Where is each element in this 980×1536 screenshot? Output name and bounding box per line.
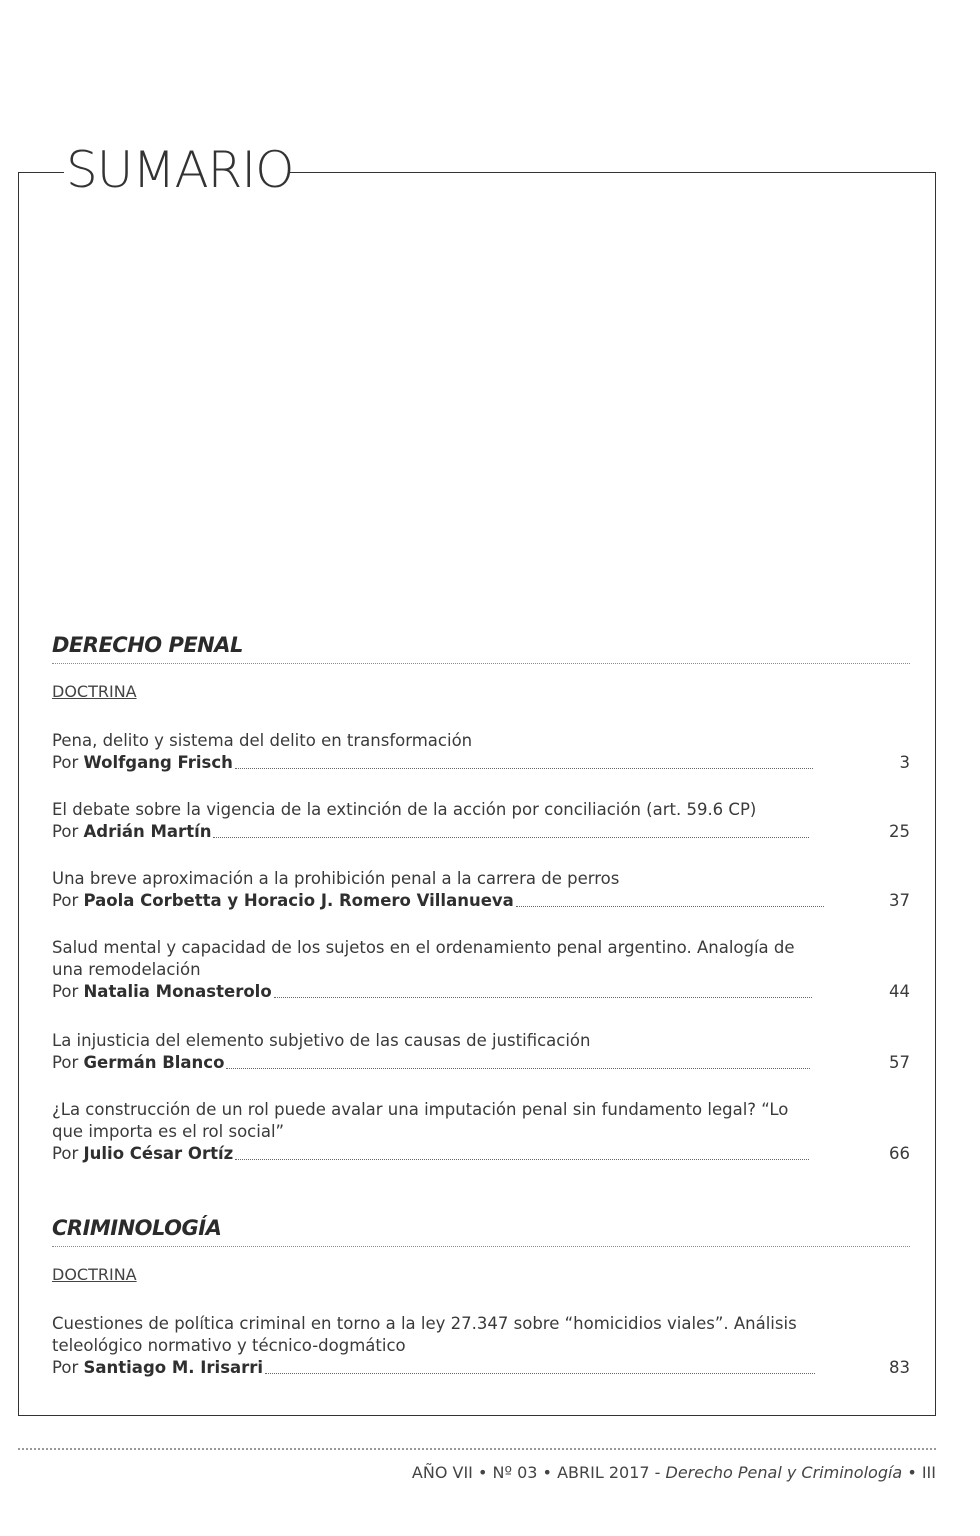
entry-title: El debate sobre la vigencia de la extinción de la acción por conciliación (art. 59.6 CP) bbox=[52, 800, 757, 819]
entry-title: Pena, delito y sistema del delito en transformación bbox=[52, 731, 473, 750]
leader-dots bbox=[226, 1068, 810, 1069]
toc-entry[interactable] bbox=[52, 1030, 910, 1074]
subsection-label: DOCTRINA bbox=[52, 682, 137, 701]
entry-author: Julio César Ortíz bbox=[83, 1144, 234, 1163]
leader-dots bbox=[516, 906, 824, 907]
entry-byline bbox=[52, 821, 910, 843]
subsection-label: DOCTRINA bbox=[52, 1265, 137, 1284]
page-footer bbox=[412, 1463, 936, 1482]
leader-dots bbox=[235, 1159, 809, 1160]
entry-page: 57 bbox=[889, 1053, 910, 1072]
entry-byline bbox=[52, 752, 910, 774]
entry-by: Por bbox=[52, 1358, 79, 1377]
entry-author: Wolfgang Frisch bbox=[83, 753, 233, 772]
entry-by: Por bbox=[52, 822, 79, 841]
entry-page: 37 bbox=[889, 891, 910, 910]
leader-dots bbox=[235, 768, 813, 769]
leader-dots bbox=[265, 1373, 815, 1374]
entry-byline bbox=[52, 1143, 910, 1165]
leader-dots bbox=[213, 837, 809, 838]
footer-issue: AÑO VII • Nº 03 • ABRIL 2017 - bbox=[411, 1463, 661, 1482]
entry-by: Por bbox=[52, 982, 79, 1001]
entry-author: Santiago M. Irisarri bbox=[83, 1358, 264, 1377]
toc-entry[interactable] bbox=[52, 868, 910, 912]
entry-page: 3 bbox=[899, 753, 910, 772]
toc-entry[interactable] bbox=[52, 730, 910, 774]
entry-title: Una breve aproximación a la prohibición penal a la carrera de perros bbox=[52, 869, 620, 888]
leader-dots bbox=[274, 997, 812, 998]
entry-by: Por bbox=[52, 753, 79, 772]
entry-page: 44 bbox=[889, 982, 910, 1001]
entry-byline bbox=[52, 981, 910, 1003]
entry-byline bbox=[52, 890, 910, 912]
section-criminologia bbox=[52, 1216, 910, 1284]
toc-entry[interactable] bbox=[52, 1313, 910, 1379]
entry-by: Por bbox=[52, 891, 79, 910]
section-derecho-penal bbox=[52, 633, 910, 701]
entry-author: Adrián Martín bbox=[83, 822, 212, 841]
entry-title: La injusticia del elemento subjetivo de las causas de justificación bbox=[52, 1031, 591, 1050]
footer-page-number: • III bbox=[907, 1463, 936, 1482]
entry-page: 66 bbox=[889, 1144, 910, 1163]
toc-entry[interactable] bbox=[52, 799, 910, 843]
entry-by: Por bbox=[52, 1053, 79, 1072]
section-title: CRIMINOLOGÍA bbox=[52, 1216, 910, 1247]
entry-by: Por bbox=[52, 1144, 79, 1163]
section-title: DERECHO PENAL bbox=[52, 633, 910, 664]
entry-author: Paola Corbetta y Horacio J. Romero Villanueva bbox=[83, 891, 514, 910]
page-title: SUMARIO bbox=[66, 141, 294, 199]
entry-title: ¿La construcción de un rol puede avalar una imputación penal sin fundamento legal? “Lo que importa es el rol social” bbox=[52, 1100, 789, 1141]
entry-page: 25 bbox=[889, 822, 910, 841]
footer-divider bbox=[18, 1448, 936, 1450]
entry-author: Natalia Monasterolo bbox=[83, 982, 272, 1001]
toc-entry[interactable] bbox=[52, 937, 910, 1003]
entry-byline bbox=[52, 1357, 910, 1379]
toc-entry[interactable] bbox=[52, 1099, 910, 1165]
footer-journal: Derecho Penal y Criminología bbox=[665, 1463, 903, 1482]
entry-byline bbox=[52, 1052, 910, 1074]
entry-page: 83 bbox=[889, 1358, 910, 1377]
entry-title: Salud mental y capacidad de los sujetos en el ordenamiento penal argentino. Analogía de una remodelación bbox=[52, 938, 795, 979]
entry-title: Cuestiones de política criminal en torno a la ley 27.347 sobre “homicidios viales”. Análisis teleológico normativo y técnico-dogmático bbox=[52, 1314, 797, 1355]
entry-author: Germán Blanco bbox=[83, 1053, 225, 1072]
